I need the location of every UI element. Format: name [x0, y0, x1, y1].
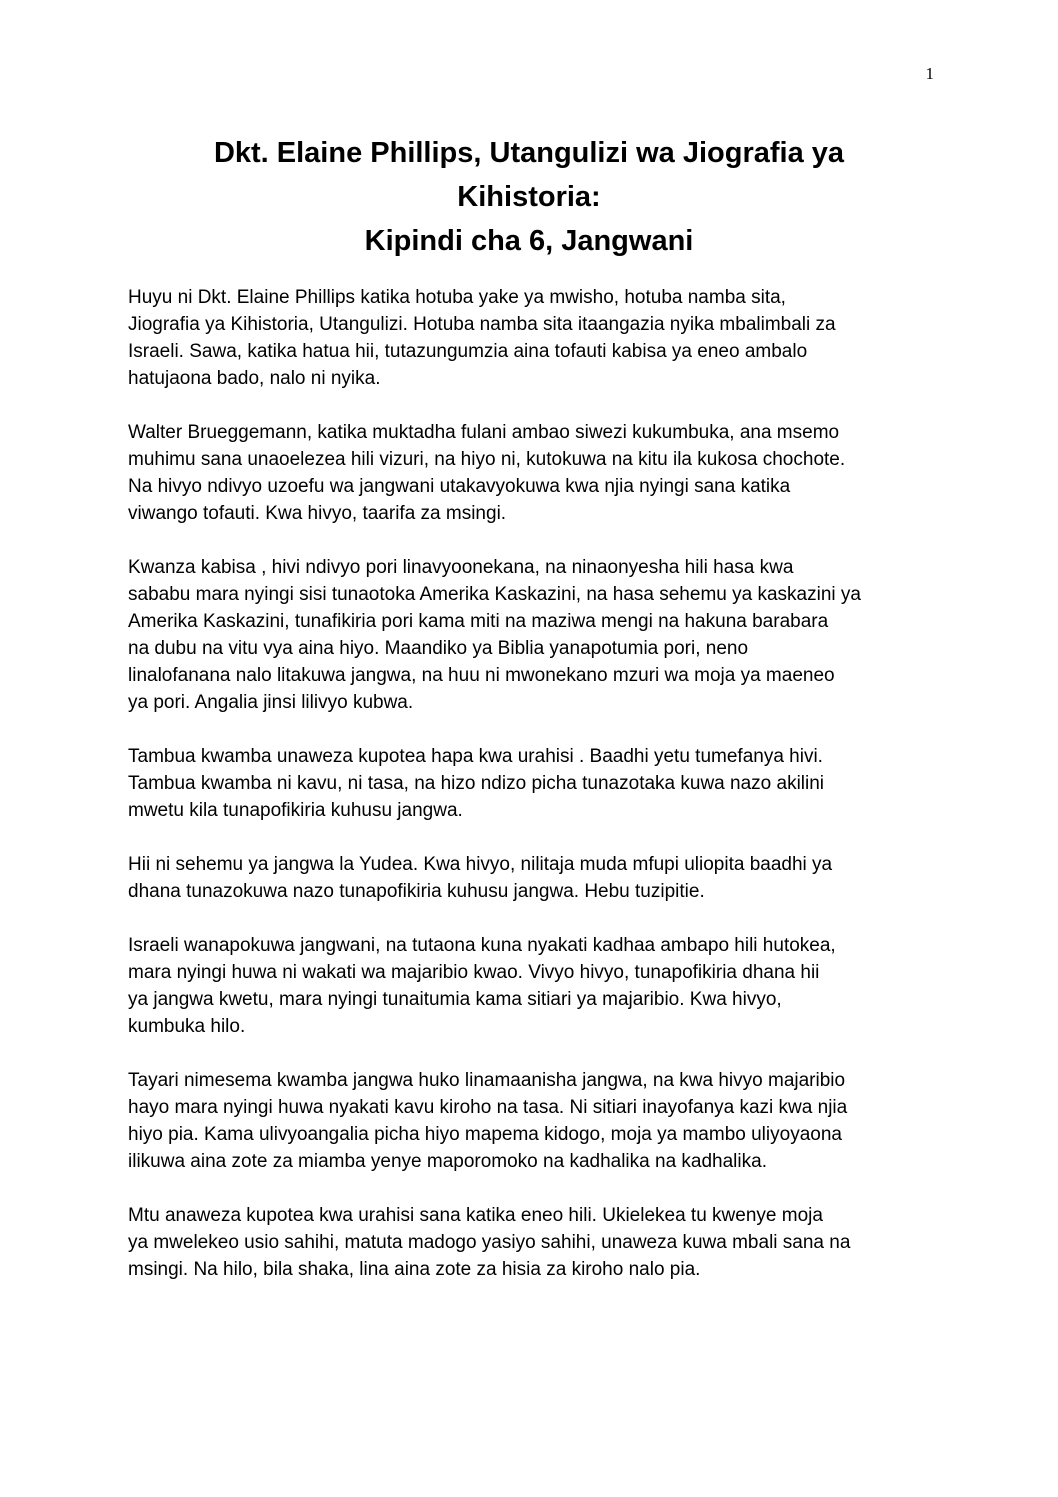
text-line: viwango tofauti. Kwa hivyo, taarifa za msingi. [128, 503, 507, 524]
paragraph [128, 1067, 943, 1175]
text-line: Israeli wanapokuwa jangwani, na tutaona kuna nyakati kadhaa ambapo hili hutokea, [128, 935, 836, 956]
text-line: Kwanza kabisa , hivi ndivyo pori linavyoonekana, na ninaonyesha hili hasa kwa [128, 557, 794, 578]
text-line: msingi. Na hilo, bila shaka, lina aina zote za hisia za kiroho nalo pia. [128, 1259, 701, 1280]
text-line: Tayari nimesema kwamba jangwa huko linamaanisha jangwa, na kwa hivyo majaribio [128, 1070, 846, 1091]
paragraph [128, 419, 943, 527]
page-number: 1 [925, 64, 934, 83]
paragraph [128, 554, 943, 716]
text-line: hatujaona bado, nalo ni nyika. [128, 368, 381, 389]
text-line: mwetu kila tunapofikiria kuhusu jangwa. [128, 800, 463, 821]
paragraph [128, 284, 943, 392]
text-line: Amerika Kaskazini, tunafikiria pori kama miti na maziwa mengi na hakuna barabara [128, 611, 829, 632]
title-line: Kihistoria: [457, 181, 601, 213]
text-line: Mtu anaweza kupotea kwa urahisi sana katika eneo hili. Ukielekea tu kwenye moja [128, 1205, 823, 1226]
text-line: Tambua kwamba ni kavu, ni tasa, na hizo ndizo picha tunazotaka kuwa nazo akilini [128, 773, 825, 794]
text-line: ya pori. Angalia jinsi lilivyo kubwa. [128, 692, 414, 713]
text-line: sababu mara nyingi sisi tunaotoka Amerika Kaskazini, na hasa sehemu ya kaskazini ya [128, 584, 861, 605]
text-line: hiyo pia. Kama ulivyoangalia picha hiyo mapema kidogo, moja ya mambo uliyoyaona [128, 1124, 842, 1145]
text-line: dhana tunazokuwa nazo tunapofikiria kuhusu jangwa. Hebu tuzipitie. [128, 881, 705, 902]
text-line: linalofanana nalo litakuwa jangwa, na huu ni mwonekano mzuri wa moja ya maeneo [128, 665, 835, 686]
text-line: Jiografia ya Kihistoria, Utangulizi. Hotuba namba sita itaangazia nyika mbalimbali za [128, 314, 836, 335]
paragraph [128, 743, 943, 824]
text-line: ilikuwa aina zote za miamba yenye maporomoko na kadhalika na kadhalika. [128, 1151, 767, 1172]
text-line: Walter Brueggemann, katika muktadha fulani ambao siwezi kukumbuka, ana msemo [128, 422, 840, 443]
text-line: Tambua kwamba unaweza kupotea hapa kwa urahisi . Baadhi yetu tumefanya hivi. [128, 746, 823, 767]
text-line: Huyu ni Dkt. Elaine Phillips katika hotuba yake ya mwisho, hotuba namba sita, [128, 287, 786, 308]
text-line: hayo mara nyingi huwa nyakati kavu kiroho na tasa. Ni sitiari inayofanya kazi kwa njia [128, 1097, 848, 1118]
text-line: ya mwelekeo usio sahihi, matuta madogo yasiyo sahihi, unaweza kuwa mbali sana na [128, 1232, 851, 1253]
text-line: Na hivyo ndivyo uzoefu wa jangwani utakavyokuwa kwa njia nyingi sana katika [128, 476, 791, 497]
paragraph [128, 851, 943, 905]
document-body [128, 284, 943, 1310]
document-title [110, 131, 948, 263]
text-line: Israeli. Sawa, katika hatua hii, tutazungumzia aina tofauti kabisa ya eneo ambalo [128, 341, 808, 362]
title-line: Dkt. Elaine Phillips, Utangulizi wa Jiografia ya [213, 137, 845, 169]
paragraph [128, 932, 943, 1040]
text-line: mara nyingi huwa ni wakati wa majaribio kwao. Vivyo hivyo, tunapofikiria dhana hii [128, 962, 820, 983]
text-line: muhimu sana unaoelezea hili vizuri, na hiyo ni, kutokuwa na kitu ila kukosa chochote. [128, 449, 846, 470]
text-line: ya jangwa kwetu, mara nyingi tunaitumia kama sitiari ya majaribio. Kwa hivyo, [128, 989, 782, 1010]
title-line: Kipindi cha 6, Jangwani [364, 225, 694, 257]
paragraph [128, 1202, 943, 1283]
text-line: Hii ni sehemu ya jangwa la Yudea. Kwa hivyo, nilitaja muda mfupi uliopita baadhi ya [128, 854, 833, 875]
text-line: kumbuka hilo. [128, 1016, 246, 1037]
text-line: na dubu na vitu vya aina hiyo. Maandiko ya Biblia yanapotumia pori, neno [128, 638, 749, 659]
